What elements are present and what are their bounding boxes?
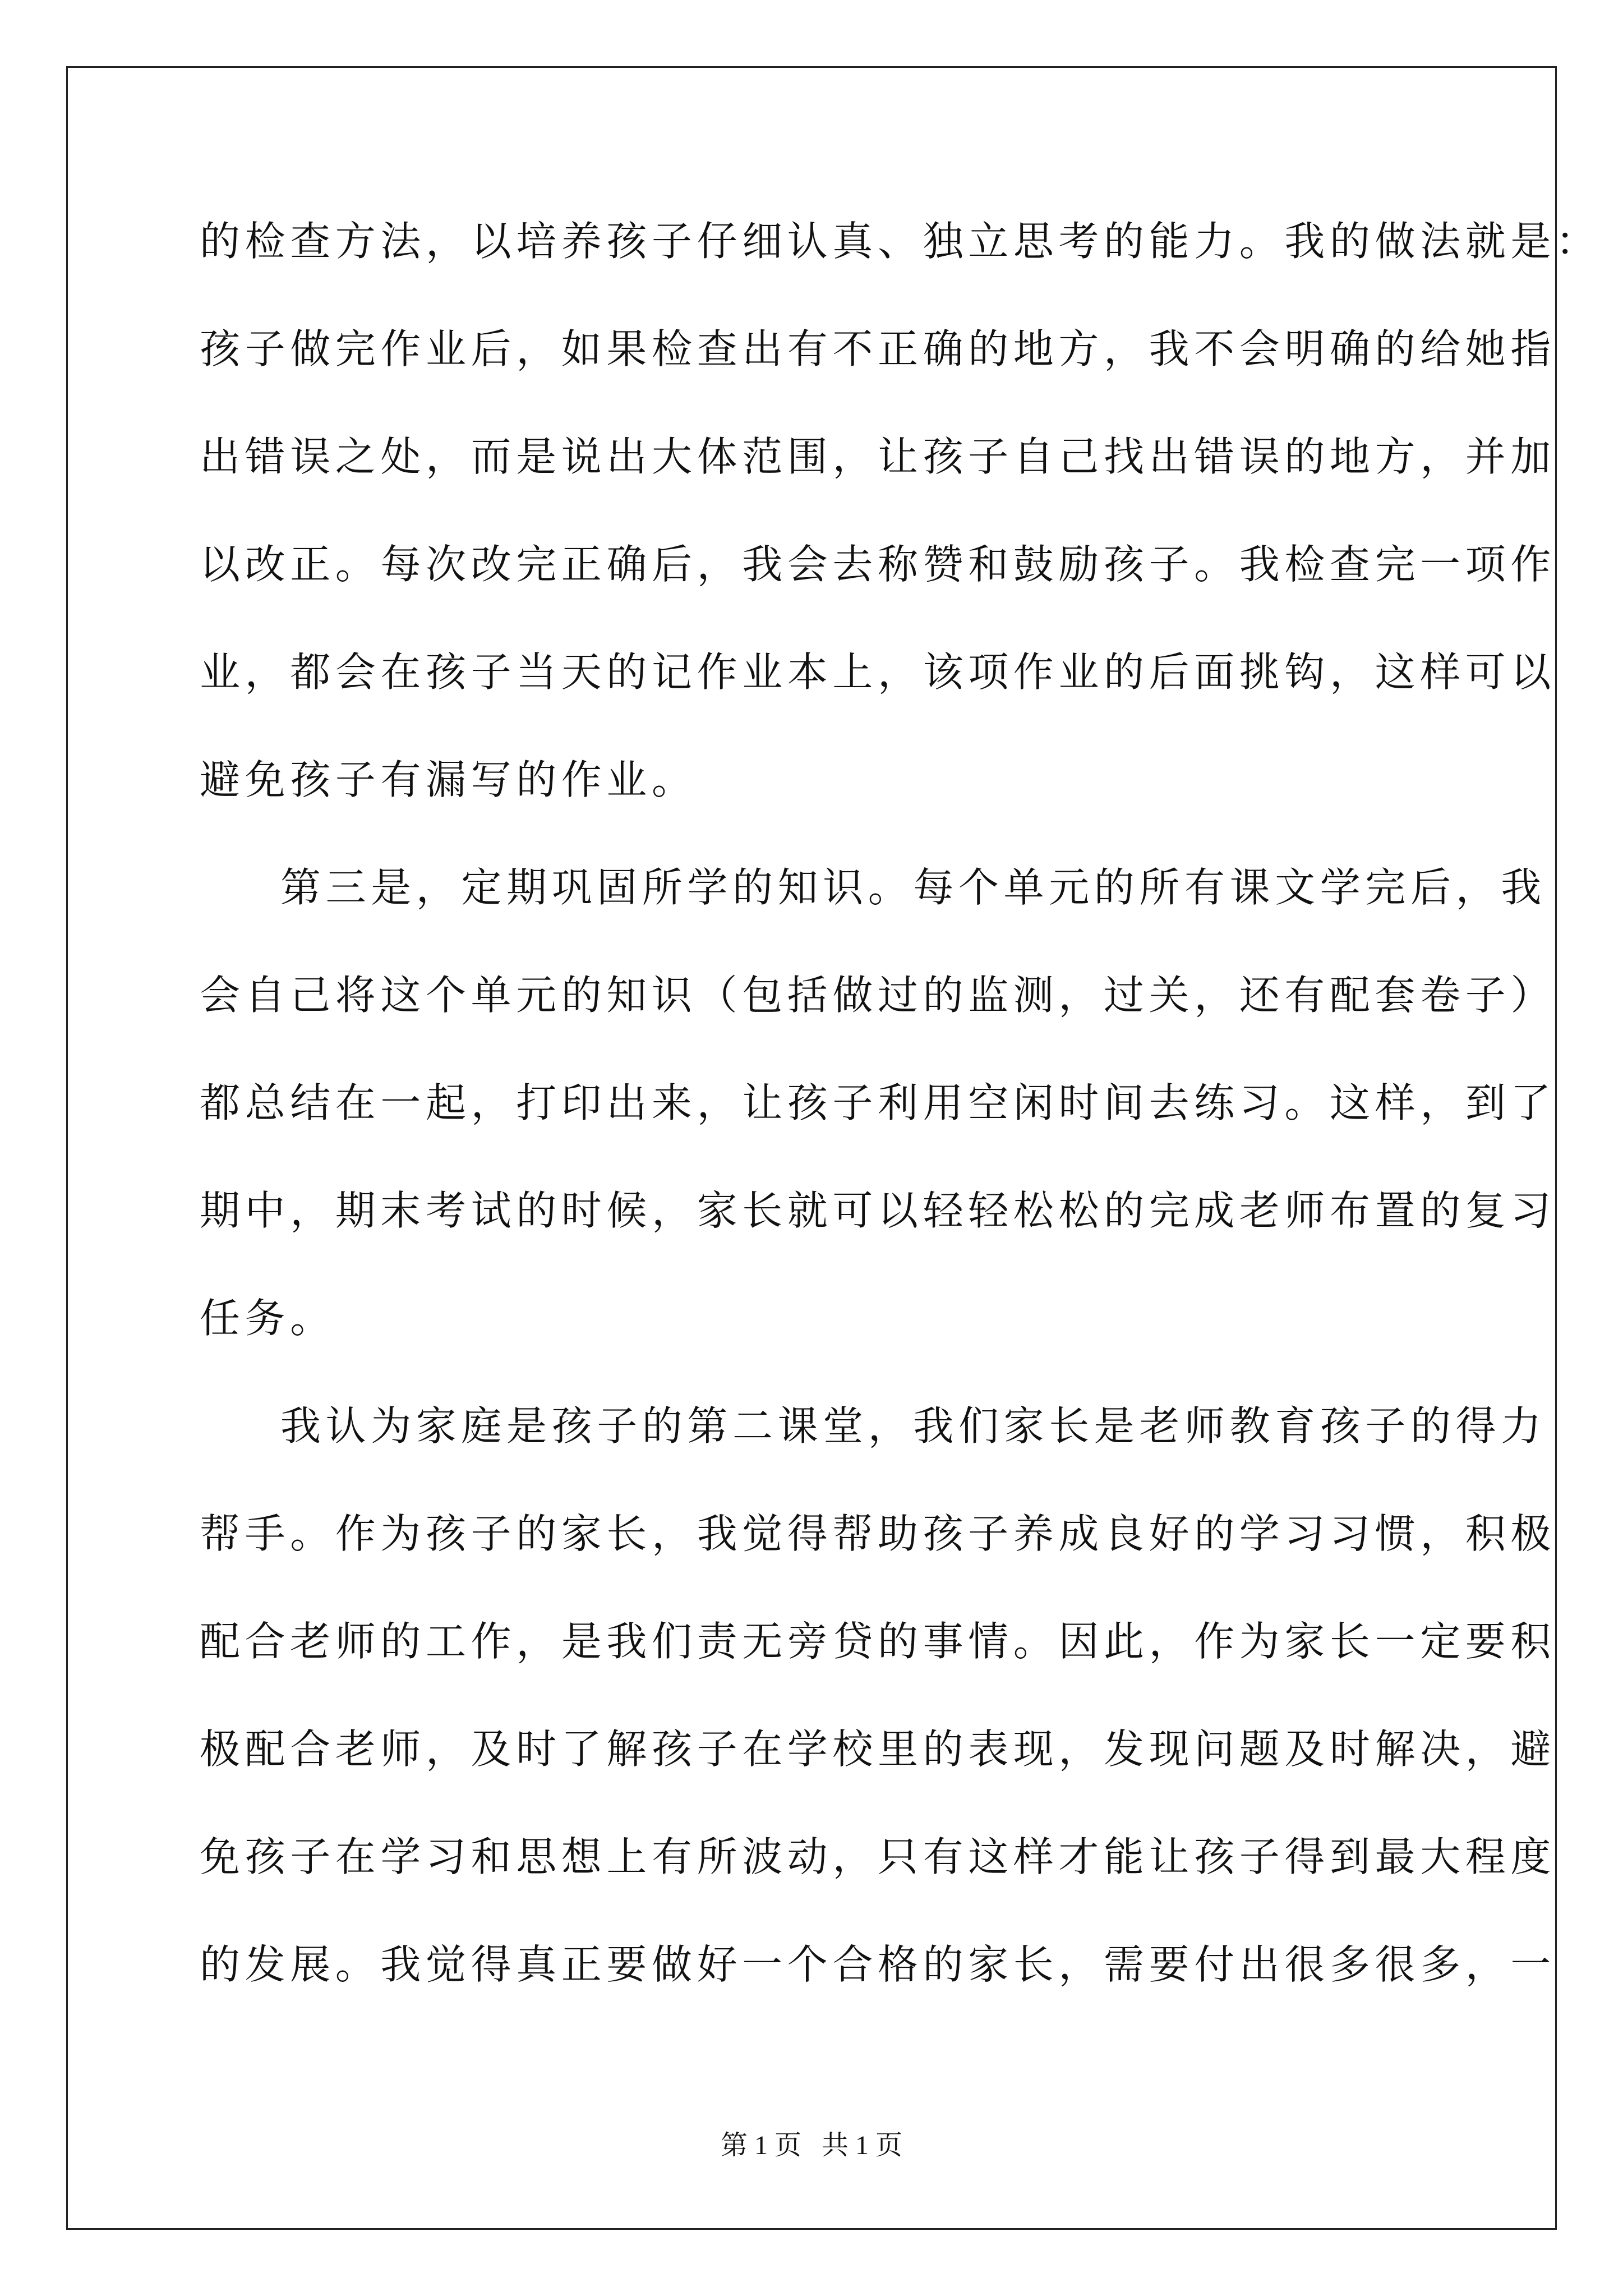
text-line: 业，都会在孩子当天的记作业本上，该项作业的后面挑钩，这样可以 xyxy=(200,648,1556,696)
text-line: 极配合老师，及时了解孩子在学校里的表现，发现问题及时解决，避 xyxy=(200,1726,1556,1773)
text-line: 配合老师的工作，是我们责无旁贷的事情。因此，作为家长一定要积 xyxy=(200,1618,1556,1665)
text-line: 会自己将这个单元的知识（包括做过的监测，过关，还有配套卷子） xyxy=(200,972,1556,1019)
text-line: 孩子做完作业后，如果检查出有不正确的地方，我不会明确的给她指 xyxy=(200,325,1556,372)
text-line: 以改正。每次改完正确后，我会去称赞和鼓励孩子。我检查完一项作 xyxy=(200,541,1556,588)
document-body xyxy=(200,213,1601,2044)
text-line: 任务。 xyxy=(200,1295,335,1342)
text-line: 帮手。作为孩子的家长，我觉得帮助孩子养成良好的学习习惯，积极 xyxy=(200,1510,1556,1557)
paragraph-start-line: 我认为家庭是孩子的第二课堂，我们家长是老师教育孩子的得力 xyxy=(280,1402,1546,1450)
page-number-footer: 第 1 页 共 1 页 xyxy=(720,2131,902,2160)
text-line: 的检查方法，以培养孩子仔细认真、独立思考的能力。我的做法就是： xyxy=(200,218,1601,265)
text-line: 都总结在一起，打印出来，让孩子利用空闲时间去练习。这样，到了 xyxy=(200,1079,1556,1126)
text-line: 期中，期末考试的时候，家长就可以轻轻松松的完成老师布置的复习 xyxy=(200,1187,1556,1234)
text-line: 免孩子在学习和思想上有所波动，只有这样才能让孩子得到最大程度 xyxy=(200,1833,1556,1880)
text-line: 的发展。我觉得真正要做好一个合格的家长，需要付出很多很多，一 xyxy=(200,1941,1556,1988)
paragraph-start-line: 第三是，定期巩固所学的知识。每个单元的所有课文学完后，我 xyxy=(280,864,1546,911)
text-line: 避免孩子有漏写的作业。 xyxy=(200,756,697,803)
text-line: 出错误之处，而是说出大体范围，让孩子自己找出错误的地方，并加 xyxy=(200,433,1556,480)
